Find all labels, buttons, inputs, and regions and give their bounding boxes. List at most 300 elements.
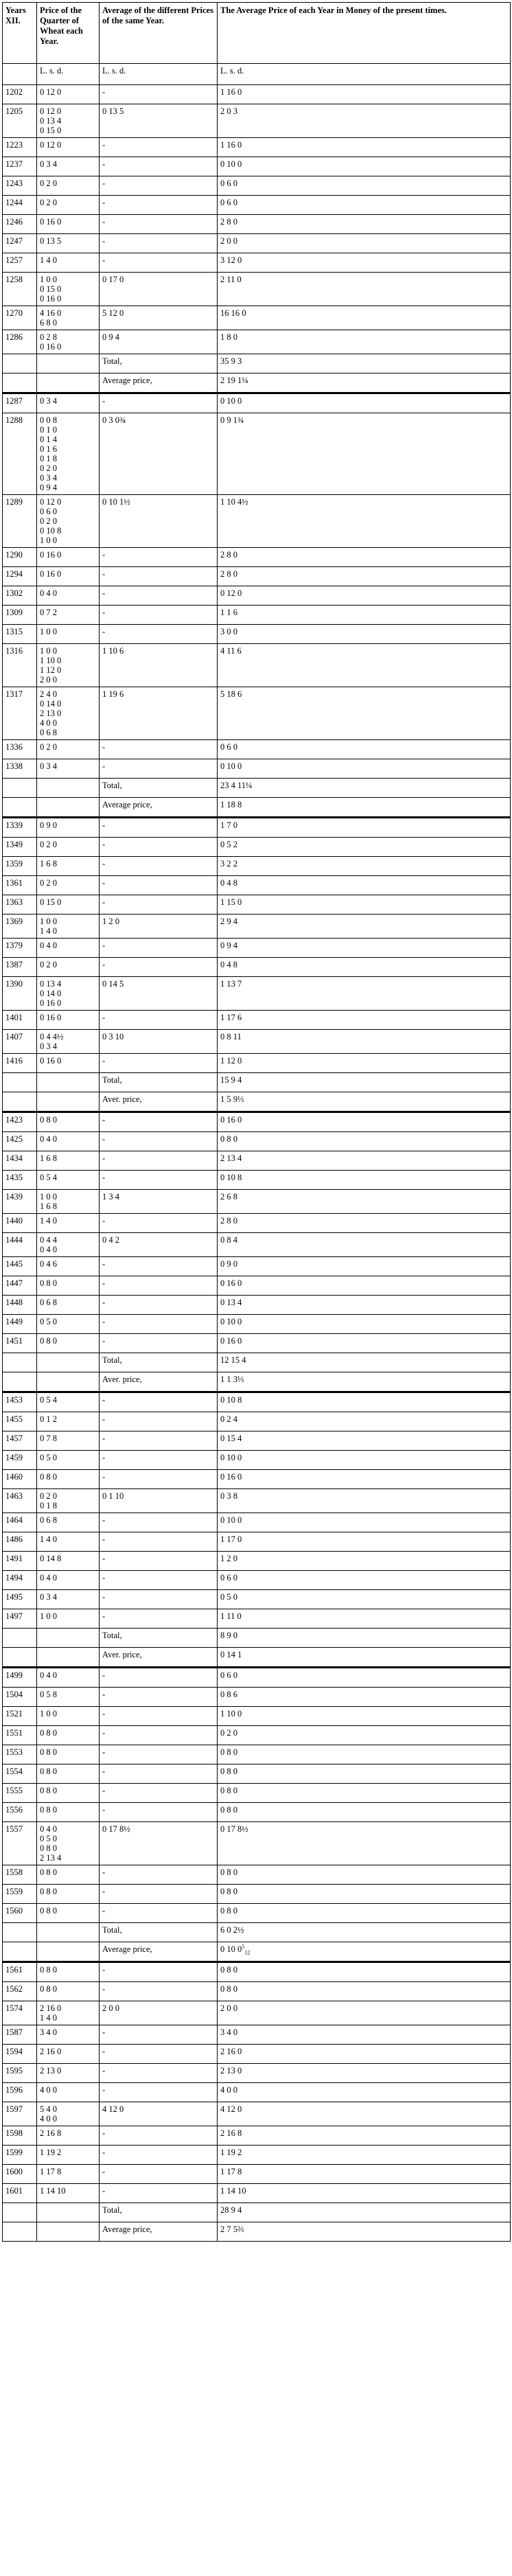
table-row bbox=[3, 196, 511, 215]
present-money-cell: 0 6 0 bbox=[218, 1668, 511, 1688]
year-cell: 1205 bbox=[3, 104, 37, 138]
summary-value: 2 7 5⅔ bbox=[220, 2224, 244, 2234]
year-cell: 1559 bbox=[3, 1885, 37, 1904]
present-money-cell: 0 4 8 bbox=[218, 958, 511, 977]
average-cell: - bbox=[100, 548, 218, 567]
average-cell: - bbox=[100, 1334, 218, 1353]
quarter-price-cell bbox=[37, 1904, 100, 1923]
price-value: 4 0 0 bbox=[40, 718, 57, 728]
table-row bbox=[3, 2146, 511, 2165]
present-money-cell: 0 10 8 bbox=[218, 1392, 511, 1412]
table-row bbox=[3, 1532, 511, 1552]
price-value: 4 16 0 bbox=[40, 308, 62, 318]
price-value: 0 5 4 bbox=[40, 1395, 57, 1405]
year-cell: 1451 bbox=[3, 1334, 37, 1353]
present-money-cell: 0 2 0 bbox=[218, 1726, 511, 1745]
table-row bbox=[3, 306, 511, 330]
average-cell: - bbox=[100, 939, 218, 958]
price-value: 0 8 0 bbox=[40, 1786, 57, 1795]
total-value bbox=[218, 1923, 511, 1942]
year-cell: 1434 bbox=[3, 1151, 37, 1171]
average-price-value bbox=[218, 2222, 511, 2242]
present-money-cell: 0 12 0 bbox=[218, 586, 511, 606]
table-row bbox=[3, 1803, 511, 1822]
price-value: 0 2 8 bbox=[40, 332, 57, 342]
quarter-price-cell bbox=[37, 2045, 100, 2064]
average-cell: - bbox=[100, 2025, 218, 2045]
year-cell: 1237 bbox=[3, 157, 37, 176]
table-row bbox=[3, 958, 511, 977]
price-value: 0 5 0 bbox=[40, 1453, 57, 1462]
quarter-price-cell bbox=[37, 644, 100, 687]
table-row bbox=[3, 176, 511, 196]
year-cell: 1448 bbox=[3, 1296, 37, 1315]
price-value: 0 2 0 bbox=[40, 960, 57, 969]
present-money-cell: 5 18 6 bbox=[218, 687, 511, 740]
table-row bbox=[3, 1688, 511, 1707]
price-value: 2 4 0 bbox=[40, 689, 57, 699]
average-price-value bbox=[218, 1372, 511, 1392]
table-row bbox=[3, 1392, 511, 1412]
price-value: 0 8 0 bbox=[40, 1843, 57, 1853]
price-value: 0 4 0 bbox=[40, 1245, 57, 1254]
average-cell: - bbox=[100, 1412, 218, 1431]
average-cell: 0 1 10 bbox=[100, 1489, 218, 1513]
year-cell: 1423 bbox=[3, 1112, 37, 1132]
price-value: 0 3 4 bbox=[40, 1042, 57, 1051]
price-value: 1 4 0 bbox=[40, 1216, 57, 1226]
price-value: 1 4 0 bbox=[40, 926, 57, 936]
average-cell: - bbox=[100, 253, 218, 273]
quarter-price-cell bbox=[37, 2146, 100, 2165]
total-label: Total, bbox=[100, 1073, 218, 1092]
table-row bbox=[3, 393, 511, 413]
empty-cell bbox=[3, 1942, 37, 1962]
present-money-cell: 0 6 0 bbox=[218, 196, 511, 215]
summary-value: 8 9 0 bbox=[220, 1631, 237, 1640]
price-value: 0 4 0 bbox=[40, 588, 57, 598]
average-price-row bbox=[3, 2222, 511, 2242]
table-row bbox=[3, 1668, 511, 1688]
year-cell: 1445 bbox=[3, 1257, 37, 1276]
quarter-price-cell bbox=[37, 1233, 100, 1257]
price-value: 0 8 0 bbox=[40, 1965, 57, 1975]
present-money-cell: 1 14 10 bbox=[218, 2184, 511, 2203]
table-row bbox=[3, 1257, 511, 1276]
present-money-cell: 1 11 0 bbox=[218, 1609, 511, 1629]
year-cell: 1315 bbox=[3, 625, 37, 644]
table-row bbox=[3, 1609, 511, 1629]
table-row bbox=[3, 1552, 511, 1571]
total-value bbox=[218, 1073, 511, 1092]
table-row bbox=[3, 2001, 511, 2025]
total-row bbox=[3, 1629, 511, 1648]
empty-cell bbox=[37, 779, 100, 798]
price-value: 0 14 0 bbox=[40, 989, 62, 998]
price-value: 0 5 4 bbox=[40, 1173, 57, 1182]
present-money-cell: 0 10 0 bbox=[218, 1451, 511, 1470]
price-value: 0 8 0 bbox=[40, 1728, 57, 1738]
year-cell: 1390 bbox=[3, 977, 37, 1011]
empty-cell bbox=[3, 2203, 37, 2222]
price-value: 1 14 10 bbox=[40, 2186, 66, 2196]
quarter-price-cell bbox=[37, 1412, 100, 1431]
price-value: 0 12 0 bbox=[40, 106, 62, 116]
year-cell: 1270 bbox=[3, 306, 37, 330]
table-row bbox=[3, 2126, 511, 2146]
empty-cell bbox=[3, 373, 37, 393]
present-money-cell: 0 10 0 bbox=[218, 157, 511, 176]
average-cell: - bbox=[100, 1276, 218, 1296]
total-value bbox=[218, 779, 511, 798]
average-cell: - bbox=[100, 1745, 218, 1764]
year-cell: 1504 bbox=[3, 1688, 37, 1707]
header-row bbox=[3, 3, 511, 64]
quarter-price-cell bbox=[37, 1571, 100, 1590]
summary-value: 12 15 4 bbox=[220, 1355, 246, 1365]
price-value: 0 15 0 bbox=[40, 126, 62, 135]
empty-cell bbox=[3, 1353, 37, 1372]
present-money-cell: 0 10 0 bbox=[218, 1315, 511, 1334]
average-cell: - bbox=[100, 606, 218, 625]
table-row bbox=[3, 625, 511, 644]
present-money-cell: 1 8 0 bbox=[218, 330, 511, 354]
price-value: 1 19 2 bbox=[40, 2148, 62, 2157]
header-average-same-year: Average of the different Prices of the same Year. bbox=[100, 3, 218, 64]
price-value: 0 3 4 bbox=[40, 1592, 57, 1602]
price-value: 0 8 0 bbox=[40, 1805, 57, 1815]
quarter-price-cell bbox=[37, 2102, 100, 2126]
price-value: 0 2 0 bbox=[40, 463, 57, 473]
year-cell: 1459 bbox=[3, 1451, 37, 1470]
table-row bbox=[3, 1571, 511, 1590]
year-cell: 1463 bbox=[3, 1489, 37, 1513]
price-value: 0 4 4 bbox=[40, 1235, 57, 1245]
average-cell: - bbox=[100, 1609, 218, 1629]
average-cell: - bbox=[100, 138, 218, 157]
quarter-price-cell bbox=[37, 1151, 100, 1171]
present-money-cell: 2 13 4 bbox=[218, 1151, 511, 1171]
present-money-cell: 2 11 0 bbox=[218, 273, 511, 306]
quarter-price-cell bbox=[37, 253, 100, 273]
average-cell: - bbox=[100, 1668, 218, 1688]
present-money-cell: 4 11 6 bbox=[218, 644, 511, 687]
year-cell: 1246 bbox=[3, 215, 37, 234]
table-row bbox=[3, 1011, 511, 1030]
present-money-cell: 0 16 0 bbox=[218, 1112, 511, 1132]
average-cell: - bbox=[100, 1552, 218, 1571]
present-money-cell: 2 8 0 bbox=[218, 215, 511, 234]
present-money-cell: 0 8 0 bbox=[218, 1885, 511, 1904]
total-row bbox=[3, 2203, 511, 2222]
present-money-cell: 1 17 6 bbox=[218, 1011, 511, 1030]
present-money-cell: 1 7 0 bbox=[218, 818, 511, 838]
total-row bbox=[3, 1073, 511, 1092]
year-cell: 1286 bbox=[3, 330, 37, 354]
average-price-label: Average price, bbox=[100, 2222, 218, 2242]
price-value: 1 10 0 bbox=[40, 656, 62, 665]
table-row bbox=[3, 586, 511, 606]
price-value: 0 8 0 bbox=[40, 1278, 57, 1288]
units-cell-years bbox=[3, 64, 37, 85]
year-cell: 1554 bbox=[3, 1764, 37, 1784]
quarter-price-cell bbox=[37, 1132, 100, 1151]
price-value: 1 6 8 bbox=[40, 859, 57, 869]
present-money-cell: 0 8 0 bbox=[218, 1962, 511, 1982]
table-row bbox=[3, 876, 511, 895]
average-cell: 0 17 0 bbox=[100, 273, 218, 306]
quarter-price-cell bbox=[37, 273, 100, 306]
price-value: 2 0 0 bbox=[40, 675, 57, 685]
quarter-price-cell bbox=[37, 1803, 100, 1822]
table-row bbox=[3, 138, 511, 157]
average-cell: 0 4 2 bbox=[100, 1233, 218, 1257]
year-cell: 1387 bbox=[3, 958, 37, 977]
price-value: 1 4 0 bbox=[40, 1534, 57, 1544]
year-cell: 1223 bbox=[3, 138, 37, 157]
price-value: 0 16 0 bbox=[40, 1056, 62, 1066]
table-row bbox=[3, 2184, 511, 2203]
table-row bbox=[3, 1822, 511, 1865]
year-cell: 1309 bbox=[3, 606, 37, 625]
table-row bbox=[3, 2165, 511, 2184]
average-cell: 2 0 0 bbox=[100, 2001, 218, 2025]
average-cell: - bbox=[100, 2045, 218, 2064]
year-cell: 1460 bbox=[3, 1470, 37, 1489]
price-value: 0 15 0 bbox=[40, 897, 62, 907]
quarter-price-cell bbox=[37, 740, 100, 759]
table-row bbox=[3, 1962, 511, 1982]
present-money-cell: 16 16 0 bbox=[218, 306, 511, 330]
quarter-price-cell bbox=[37, 1745, 100, 1764]
present-money-cell: 0 6 0 bbox=[218, 1571, 511, 1590]
quarter-price-cell bbox=[37, 1688, 100, 1707]
present-money-cell: 0 16 0 bbox=[218, 1276, 511, 1296]
price-value: 0 3 4 bbox=[40, 761, 57, 771]
price-value: 0 6 8 bbox=[40, 728, 57, 737]
empty-cell bbox=[37, 373, 100, 393]
present-money-cell: 0 6 0 bbox=[218, 740, 511, 759]
present-money-cell: 1 13 7 bbox=[218, 977, 511, 1011]
year-cell: 1416 bbox=[3, 1054, 37, 1073]
year-cell: 1497 bbox=[3, 1609, 37, 1629]
present-money-cell: 0 8 0 bbox=[218, 1865, 511, 1885]
average-cell: - bbox=[100, 1214, 218, 1233]
year-cell: 1553 bbox=[3, 1745, 37, 1764]
year-cell: 1287 bbox=[3, 393, 37, 413]
total-row bbox=[3, 779, 511, 798]
summary-value: 0 14 1 bbox=[220, 1650, 242, 1659]
price-value: 0 1 6 bbox=[40, 444, 57, 454]
year-cell: 1439 bbox=[3, 1190, 37, 1214]
year-cell: 1597 bbox=[3, 2102, 37, 2126]
empty-cell bbox=[37, 1092, 100, 1112]
present-money-cell: 1 19 2 bbox=[218, 2146, 511, 2165]
wheat-price-table bbox=[2, 2, 511, 2242]
summary-value: 1 18 8 bbox=[220, 800, 242, 809]
average-cell: - bbox=[100, 838, 218, 857]
average-cell: - bbox=[100, 2184, 218, 2203]
average-cell: - bbox=[100, 2165, 218, 2184]
average-cell: - bbox=[100, 1590, 218, 1609]
present-money-cell: 0 13 4 bbox=[218, 1296, 511, 1315]
empty-cell bbox=[37, 1073, 100, 1092]
price-value: 0 5 0 bbox=[40, 1834, 57, 1843]
year-cell: 1289 bbox=[3, 495, 37, 548]
price-value: 1 6 8 bbox=[40, 1201, 57, 1211]
table-row bbox=[3, 1982, 511, 2001]
empty-cell bbox=[37, 1629, 100, 1648]
table-row bbox=[3, 1190, 511, 1214]
price-value: 2 16 0 bbox=[40, 2003, 62, 2013]
price-value: 0 16 0 bbox=[40, 569, 62, 579]
average-cell: - bbox=[100, 1784, 218, 1803]
present-money-cell: 0 8 4 bbox=[218, 1233, 511, 1257]
price-value: 1 0 0 bbox=[40, 536, 57, 545]
quarter-price-cell bbox=[37, 1296, 100, 1315]
year-cell: 1464 bbox=[3, 1513, 37, 1532]
average-cell: - bbox=[100, 818, 218, 838]
header-present-money: The Average Price of each Year in Money of the present times. bbox=[218, 3, 511, 64]
quarter-price-cell bbox=[37, 1470, 100, 1489]
price-value: 0 16 0 bbox=[40, 998, 62, 1008]
present-money-cell: 1 1 6 bbox=[218, 606, 511, 625]
empty-cell bbox=[3, 1629, 37, 1648]
year-cell: 1596 bbox=[3, 2083, 37, 2102]
units-cell-quarter-price: L. s. d. bbox=[37, 64, 100, 85]
year-cell: 1601 bbox=[3, 2184, 37, 2203]
present-money-cell: 0 10 8 bbox=[218, 1171, 511, 1190]
price-value: 0 9 0 bbox=[40, 820, 57, 830]
price-value: 1 0 0 bbox=[40, 1709, 57, 1718]
price-value: 0 8 0 bbox=[40, 1984, 57, 1994]
average-cell: - bbox=[100, 1011, 218, 1030]
table-row bbox=[3, 413, 511, 495]
fraction-numerator: 5 bbox=[242, 1943, 245, 1950]
price-value: 0 2 0 bbox=[40, 1491, 57, 1501]
price-value: 0 6 8 bbox=[40, 1298, 57, 1307]
table-row bbox=[3, 977, 511, 1011]
total-label: Total, bbox=[100, 1629, 218, 1648]
year-cell: 1598 bbox=[3, 2126, 37, 2146]
fraction-denominator: 12 bbox=[244, 1949, 251, 1956]
year-cell: 1486 bbox=[3, 1532, 37, 1552]
present-money-cell: 0 9 0 bbox=[218, 1257, 511, 1276]
quarter-price-cell bbox=[37, 215, 100, 234]
average-cell: - bbox=[100, 1112, 218, 1132]
empty-cell bbox=[37, 2203, 100, 2222]
quarter-price-cell bbox=[37, 1609, 100, 1629]
present-money-cell: 1 10 4½ bbox=[218, 495, 511, 548]
year-cell: 1363 bbox=[3, 895, 37, 915]
year-cell: 1600 bbox=[3, 2165, 37, 2184]
price-value: 0 6 8 bbox=[40, 1515, 57, 1525]
quarter-price-cell bbox=[37, 1171, 100, 1190]
year-cell: 1288 bbox=[3, 413, 37, 495]
table-header bbox=[3, 3, 511, 85]
table-row bbox=[3, 2064, 511, 2083]
year-cell: 1453 bbox=[3, 1392, 37, 1412]
table-row bbox=[3, 1030, 511, 1054]
table-row bbox=[3, 857, 511, 876]
quarter-price-cell bbox=[37, 1784, 100, 1803]
price-value: 1 0 0 bbox=[40, 627, 57, 636]
year-cell: 1599 bbox=[3, 2146, 37, 2165]
price-value: 0 3 4 bbox=[40, 396, 57, 406]
average-price-value bbox=[218, 798, 511, 818]
average-cell: - bbox=[100, 567, 218, 586]
average-price-value bbox=[218, 1092, 511, 1112]
table-row bbox=[3, 1470, 511, 1489]
table-row bbox=[3, 1865, 511, 1885]
price-value: 0 3 4 bbox=[40, 473, 57, 483]
present-money-cell: 0 16 0 bbox=[218, 1334, 511, 1353]
average-cell: - bbox=[100, 1803, 218, 1822]
empty-cell bbox=[3, 1092, 37, 1112]
average-cell: - bbox=[100, 1885, 218, 1904]
table-row bbox=[3, 1233, 511, 1257]
present-money-cell: 0 15 4 bbox=[218, 1431, 511, 1451]
table-row bbox=[3, 740, 511, 759]
average-cell: 1 19 6 bbox=[100, 687, 218, 740]
quarter-price-cell bbox=[37, 1513, 100, 1532]
quarter-price-cell bbox=[37, 330, 100, 354]
present-money-cell: 0 10 0 bbox=[218, 1513, 511, 1532]
year-cell: 1338 bbox=[3, 759, 37, 779]
empty-cell bbox=[3, 798, 37, 818]
table-row bbox=[3, 915, 511, 939]
average-cell: - bbox=[100, 1470, 218, 1489]
price-value: 0 5 0 bbox=[40, 1317, 57, 1326]
quarter-price-cell bbox=[37, 1532, 100, 1552]
table-row bbox=[3, 330, 511, 354]
price-value: 0 2 0 bbox=[40, 840, 57, 849]
quarter-price-cell bbox=[37, 1054, 100, 1073]
present-money-cell: 0 8 0 bbox=[218, 1784, 511, 1803]
price-value: 0 2 0 bbox=[40, 516, 57, 526]
price-value: 0 4 6 bbox=[40, 1259, 57, 1269]
table-row bbox=[3, 1590, 511, 1609]
quarter-price-cell bbox=[37, 1112, 100, 1132]
year-cell: 1499 bbox=[3, 1668, 37, 1688]
average-cell: - bbox=[100, 857, 218, 876]
total-label: Total, bbox=[100, 354, 218, 373]
price-value: 0 9 4 bbox=[40, 483, 57, 492]
year-cell: 1558 bbox=[3, 1865, 37, 1885]
price-value: 0 2 0 bbox=[40, 198, 57, 207]
price-value: 0 5 8 bbox=[40, 1690, 57, 1699]
table-row bbox=[3, 1054, 511, 1073]
price-value: 0 8 0 bbox=[40, 1867, 57, 1877]
quarter-price-cell bbox=[37, 176, 100, 196]
price-value: 0 14 8 bbox=[40, 1554, 62, 1563]
quarter-price-cell bbox=[37, 1431, 100, 1451]
average-cell: - bbox=[100, 1962, 218, 1982]
quarter-price-cell bbox=[37, 157, 100, 176]
average-cell: - bbox=[100, 1132, 218, 1151]
present-money-cell: 3 0 0 bbox=[218, 625, 511, 644]
year-cell: 1555 bbox=[3, 1784, 37, 1803]
year-cell: 1561 bbox=[3, 1962, 37, 1982]
average-cell: - bbox=[100, 85, 218, 104]
year-cell: 1444 bbox=[3, 1233, 37, 1257]
year-cell: 1447 bbox=[3, 1276, 37, 1296]
table-row bbox=[3, 818, 511, 838]
year-cell: 1556 bbox=[3, 1803, 37, 1822]
present-money-cell: 0 9 1¾ bbox=[218, 413, 511, 495]
price-value: 0 8 0 bbox=[40, 1747, 57, 1757]
quarter-price-cell bbox=[37, 138, 100, 157]
